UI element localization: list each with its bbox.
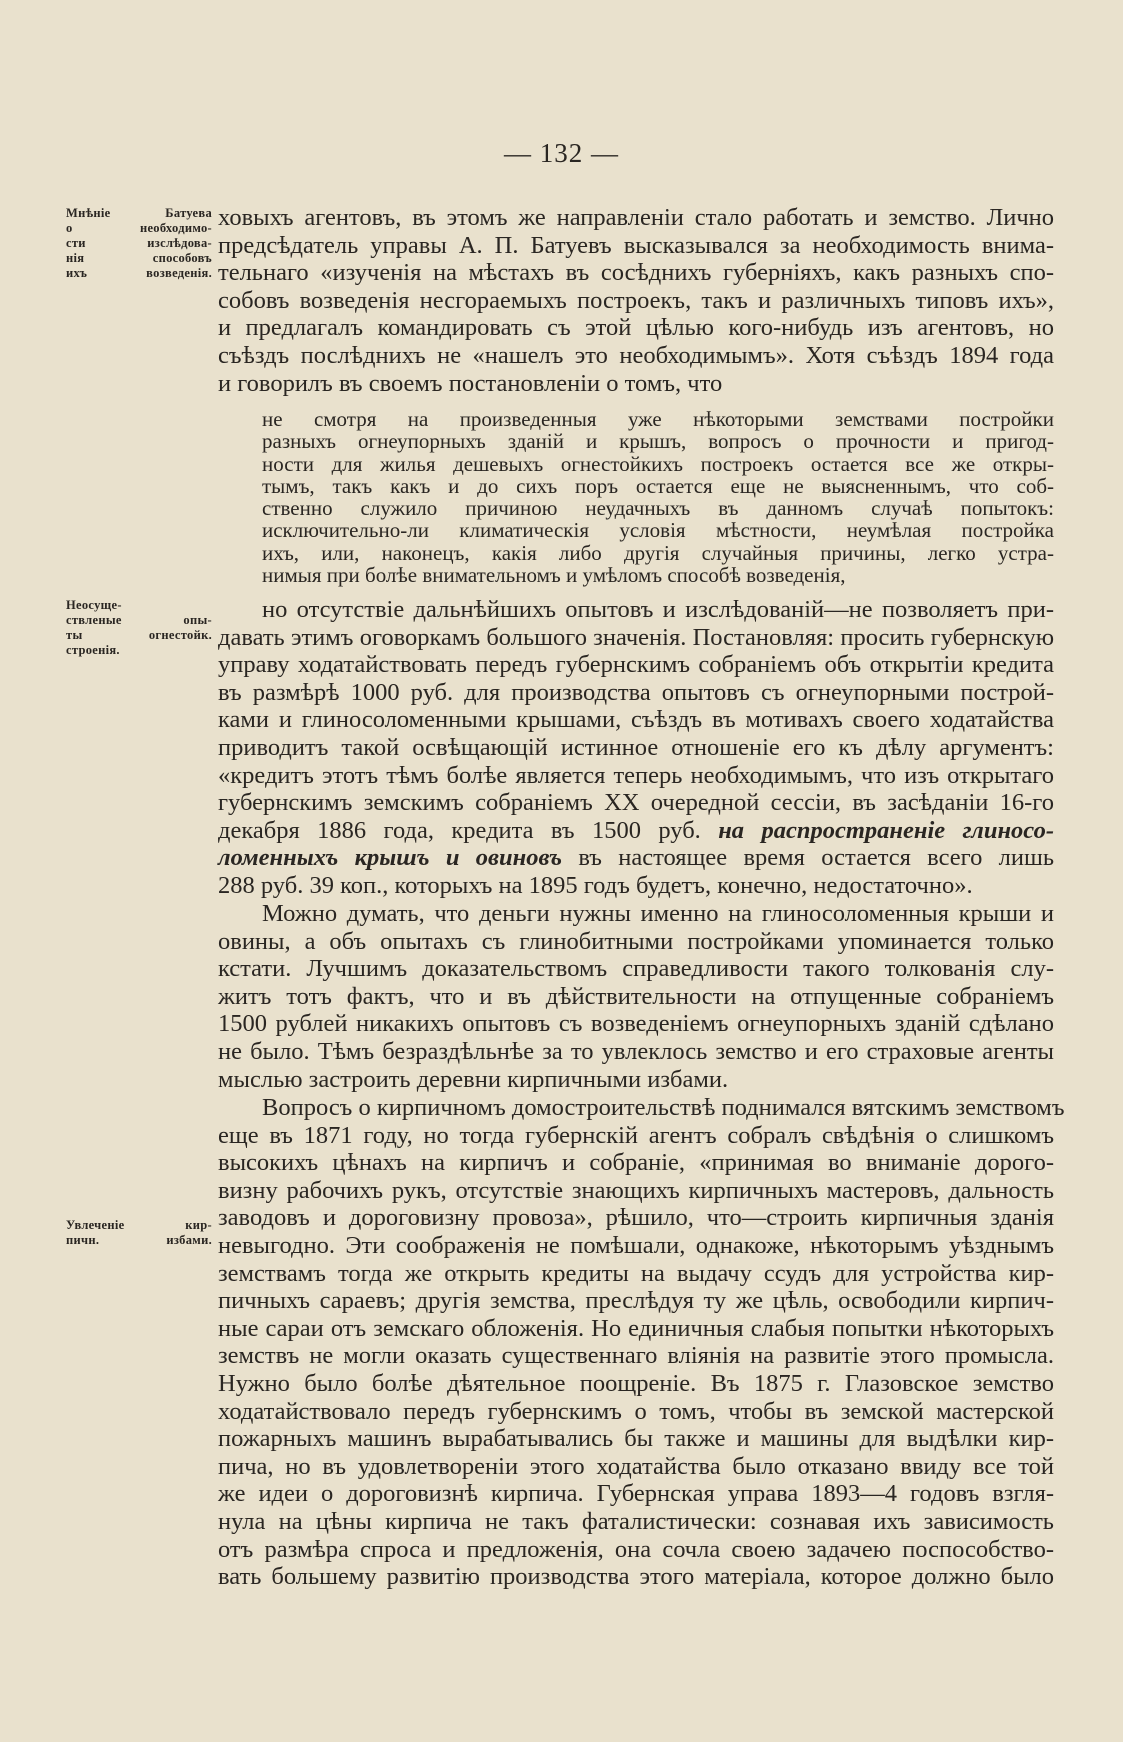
text-line: приводитъ такой освѣщающій истинное отношеніе его къ дѣлу аргументъ:: [218, 733, 1054, 761]
text-line: ходатайствовало передъ губернскимъ о томъ, чтобы въ земской мастерской: [218, 1397, 1054, 1425]
text-line: «кредитъ этотъ тѣмъ болѣе является теперь необходимымъ, что изъ открытаго: [218, 761, 1054, 789]
margin-note-line: ты огнестойк.: [66, 628, 212, 642]
text-line: высокихъ цѣнахъ на кирпичъ и собраніе, «принимая во вниманіе дорого-: [218, 1149, 1054, 1177]
quote-line: ихъ, или, наконецъ, какія либо другія случайныя причины, легко устра-: [262, 540, 1054, 565]
text-line: предсѣдатель управы А. П. Батуевъ высказывался за необходимость внима-: [218, 231, 1054, 259]
text-line: кстати. Лучшимъ доказательствомъ справедливости такого толкованія слу-: [218, 955, 1054, 983]
margin-note-line: строенія.: [66, 643, 120, 657]
margin-note-line: пичн. избами.: [66, 1233, 212, 1247]
quote-line: не смотря на произведенныя уже нѣкоторыми земствами постройки: [262, 407, 1054, 431]
text-run: въ настоящее время остается всего лишь: [578, 844, 1054, 872]
margin-note-experiments: [66, 598, 212, 658]
text-line: тельнаго «изученія на мѣстахъ въ сосѣднихъ губерніяхъ, какъ разныхъ спо-: [218, 259, 1054, 287]
text-line: еще въ 1871 году, но тогда губернскій агентъ собралъ свѣдѣнія о слишкомъ: [218, 1121, 1054, 1149]
text-line: визну рабочихъ рукъ, отсутствіе знающихъ кирпичныхъ мастеровъ, дальность: [218, 1176, 1054, 1204]
margin-note-line: нія способовъ: [66, 251, 212, 265]
text-line: пожарныхъ машинъ вырабатывались бы также и машины для выдѣлки кир-: [218, 1425, 1054, 1453]
text-line: невыгодно. Эти соображенія не помѣшали, однакоже, нѣкоторымъ уѣзднымъ: [218, 1231, 1054, 1259]
italic-emphasis: ломенныхъ крышъ и овиновъ: [218, 844, 563, 872]
quote-line: разныхъ огнеупорныхъ зданій и крышъ, вопросъ о прочности и пригод-: [262, 429, 1054, 454]
quotation-block: [262, 408, 1054, 586]
text-line: житъ тотъ фактъ, что и въ дѣйствительности на отпущенные собраніемъ: [218, 982, 1054, 1010]
text-line: нула на цѣны кирпича не такъ фаталистически: сознавая ихъ зависимость: [218, 1507, 1054, 1535]
text-line: собовъ возведенія несгораемыхъ построекъ, такъ и различныхъ типовъ ихъ»,: [218, 286, 1054, 314]
text-line: [218, 844, 1054, 872]
text-line: ные сараи отъ земскаго обложенія. Но единичныя слабыя попытки нѣкоторыхъ: [218, 1314, 1054, 1342]
text-line: 1500 рублей никакихъ опытовъ съ возведеніемъ огнеупорныхъ зданій сдѣлано: [218, 1010, 1054, 1038]
text-line: съѣздъ послѣднихъ не «нашелъ это необходимымъ». Хотя съѣздъ 1894 года: [218, 341, 1054, 369]
text-line: и говорилъ въ своемъ постановленіи о томъ, что: [218, 369, 723, 397]
text-line: вать большему развитію производства этого матеріала, которое должно было: [218, 1563, 1054, 1591]
paragraph-1: [218, 204, 1054, 397]
text-line: давать этимъ оговоркамъ большого значенія. Постановляя: просить губернскую: [218, 623, 1054, 651]
text-line: пича, но въ удовлетвореніи этого ходатайства было отказано ввиду все той: [218, 1452, 1054, 1480]
quote-line: ственно служило причиною неудачныхъ въ данномъ случаѣ попытокъ:: [262, 496, 1054, 521]
text-line: овины, а объ опытахъ съ глинобитными постройками упоминается только: [218, 927, 1054, 955]
text-line: Можно думать, что деньги нужны именно на глиносоломенныя крыши и: [262, 900, 1054, 927]
quote-line: нимыя при болѣе внимательномъ и умѣломъ способѣ возведенія,: [262, 563, 846, 588]
text-line: Нужно было болѣе дѣятельное поощреніе. Въ 1875 г. Глазовское земство: [218, 1369, 1054, 1397]
text-line: пичныхъ сараевъ; другія земства, преслѣдуя ту же цѣль, освободили кирпич-: [218, 1287, 1054, 1315]
text-line: 288 руб. 39 коп., которыхъ на 1895 годъ будетъ, конечно, недостаточно».: [218, 871, 973, 899]
quote-line: тымъ, такъ какъ и до сихъ поръ остается еще не выясненнымъ, что соб-: [262, 473, 1054, 498]
text-line: же идеи о дороговизнѣ кирпича. Губернская управа 1893—4 годовъ взгля-: [218, 1480, 1054, 1508]
text-line: земствъ не могли оказать существеннаго вліянія на развитіе этого промысла.: [218, 1342, 1054, 1370]
text-line: въ размѣрѣ 1000 руб. для производства опытовъ съ огнеупорными построй-: [218, 678, 1054, 706]
quote-line: ности для жилья дешевыхъ огнестойкихъ построекъ остается все же откры-: [262, 451, 1054, 476]
text-line: ховыхъ агентовъ, въ этомъ же направленіи стало работать и земство. Лично: [218, 204, 1054, 231]
text-line: губернскимъ земскимъ собраніемъ XX очередной сессіи, въ засѣданіи 16-го: [218, 789, 1054, 817]
margin-note-line: ихъ возведенія.: [66, 266, 212, 280]
text-line: заводовъ и дороговизну провоза», рѣшило, что—строить кирпичныя зданія: [218, 1204, 1054, 1232]
text-line: управу ходатайствовать передъ губернскимъ собраніемъ объ открытіи кредита: [218, 651, 1054, 679]
margin-note-line: сти изслѣдова-: [66, 236, 212, 250]
text-run: декабря 1886 года, кредита въ 1500 руб.: [218, 816, 701, 844]
text-line: не было. Тѣмъ безраздѣльнѣе за то увлеклось земство и его страховые агенты: [218, 1037, 1054, 1065]
margin-note-line: о необходимо-: [66, 221, 212, 235]
page-number: — 132 —: [504, 138, 619, 168]
text-line: земствамъ тогда же открыть кредиты на выдачу ссудъ для устройства кир-: [218, 1259, 1054, 1287]
margin-note-batuev: [66, 206, 212, 281]
paragraph-3: [218, 900, 1054, 1093]
paragraph-2: [218, 596, 1054, 900]
italic-emphasis: на распространеніе глиносо-: [718, 816, 1054, 844]
text-line: но отсутствіе дальнѣйшихъ опытовъ и изслѣдованій—не позволяетъ при-: [262, 596, 1054, 623]
text-line: Вопросъ о кирпичномъ домостроительствѣ поднимался вятскимъ земствомъ: [262, 1094, 1065, 1121]
margin-note-line: Увлеченіе кир-: [66, 1218, 212, 1232]
margin-note-brick-houses: [66, 1218, 212, 1248]
text-line: и предлагалъ командировать съ этой цѣлью кого-нибудь изъ агентовъ, но: [218, 314, 1054, 342]
text-line: отъ размѣра спроса и предложенія, она сочла своею задачею поспособство-: [218, 1535, 1054, 1563]
paragraph-4: [218, 1094, 1065, 1591]
text-line: ками и глиносоломенными крышами, съѣздъ въ мотивахъ своего ходатайства: [218, 706, 1054, 734]
text-line: мыслью застроить деревни кирпичными избами.: [218, 1065, 729, 1093]
text-line: [218, 817, 1054, 845]
margin-note-line: ствленые опы-: [66, 613, 212, 627]
quote-line: исключительно-ли климатическія условія мѣстности, неумѣлая постройка: [262, 518, 1054, 543]
margin-note-line: Мнѣніе Батуева: [66, 206, 212, 220]
margin-note-line: Неосуще-: [66, 598, 122, 612]
